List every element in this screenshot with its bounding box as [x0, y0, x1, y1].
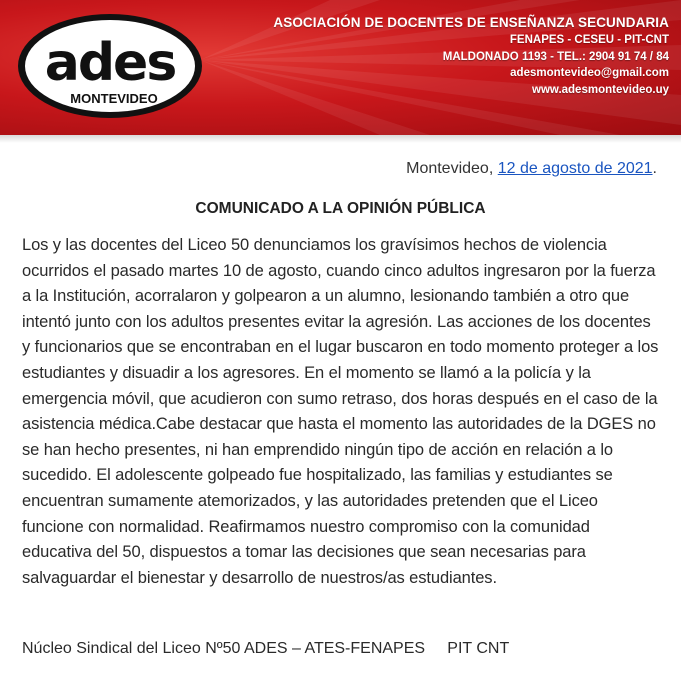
place: Montevideo, — [406, 160, 494, 177]
date-line — [406, 160, 657, 178]
date-link[interactable]: 12 de agosto de 2021 — [497, 160, 653, 177]
organization-affiliations: FENAPES - CESEU - PIT-CNT — [509, 34, 669, 46]
statement-body: Los y las docentes del Liceo 50 denunciamos los gravísimos hechos de violencia ocurridos el pasado martes 10 de agosto, cuando cinco adultos ingresaron por la fuerza a la Institución, acorralaron y golpearon a un alumno, lesionando también a otro que intentó junto con los adultos presentes evitar la agresión. Las acciones de los docentes y funcionarios que se encontraban en el lugar buscaron en todo momento proteger a los estudiantes y disuadir a los agresores. En el momento se llamó a la policía y la emergencia móvil, que acudieron con sumo retraso, dos horas después en el caso de la asistencia médica.Cabe destacar que hasta el momento las autoridades de la DGES no se han hecho presentes, ni han emprendido ningún tipo de acción en relación a lo sucedido. El adolescente golpeado fue hospitalizado, las familias y estudiantes se encuentran sumamente atemorizados, y las autoridades pretenden que el Liceo funcione con normalidad. Reafirmamos nuestro compromiso con la comunidad educativa del 50, dispuestos a tomar las decisiones que sean necesarias para salvaguardar el bienestar y desarrollo de nuestros/as estudiantes. — [22, 236, 659, 587]
date-period: . — [652, 160, 657, 177]
logo-subtitle: MONTEVIDEO — [70, 91, 158, 106]
ades-logo — [14, 10, 206, 122]
organization-email: adesmontevideo@gmail.com — [510, 67, 669, 79]
document-title: COMUNICADO A LA OPINIÓN PÚBLICA — [195, 200, 486, 217]
organization-address: MALDONADO 1193 - TEL.: 2904 91 74 / 84 — [442, 50, 669, 63]
logo-word: ades — [44, 33, 176, 93]
letterhead-banner — [0, 0, 681, 135]
organization-website: www.adesmontevideo.uy — [532, 83, 669, 96]
banner-shadow — [0, 135, 681, 143]
signature: Núcleo Sindical del Liceo Nº50 ADES – ATES-FENAPES PIT CNT — [22, 640, 510, 657]
organization-name: ASOCIACIÓN DE DOCENTES DE ENSEÑANZA SECUNDARIA — [273, 15, 669, 30]
organization-info — [273, 14, 669, 98]
